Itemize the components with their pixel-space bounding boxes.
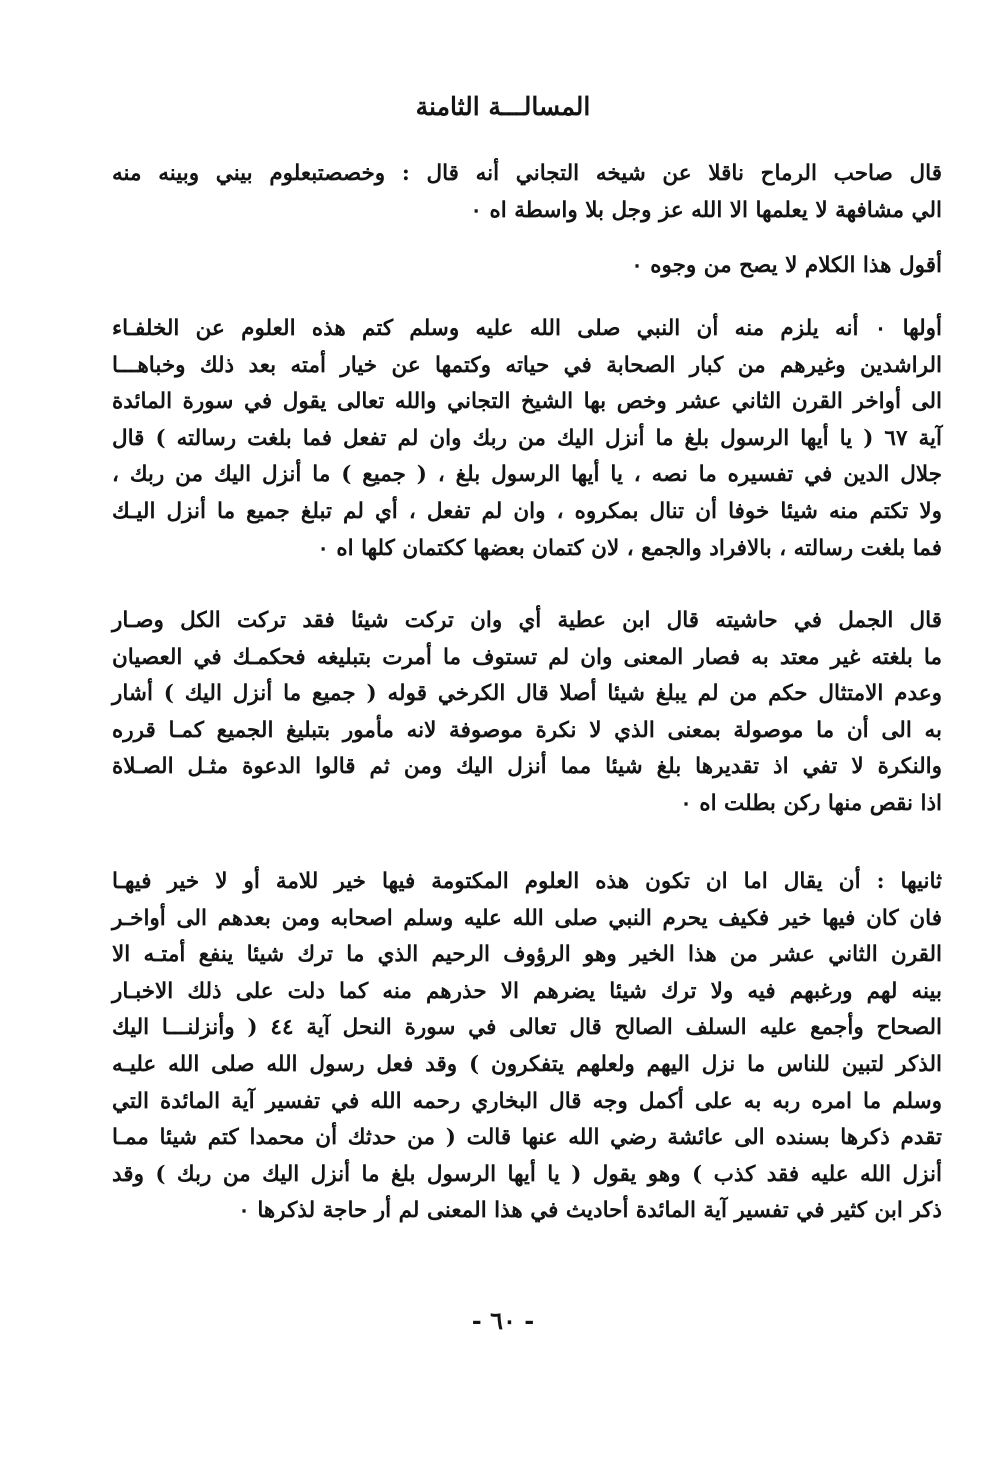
text-line: وسلم ما امره ربه به على أكمل وجه قال البخاري رحمه الله في تفسير آية المائدة التي [112,1088,942,1114]
text-line: به الى أن ما موصولة بمعنى الذي لا نكرة موصوفة لانه مأمور بتبليغ الجميع كمـا قرره [112,717,942,743]
text-line: ولا تكتم منه شيئا خوفا أن تنال بمكروه ، وان لم تفعل ، أي لم تبلغ جميع ما أنزل اليـك [112,498,942,524]
text-line: جلال الدين في تفسيره ما نصه ، يا أيها الرسول بلغ ، ( جميع ) ما أنزل اليك من ربك ، [112,462,942,488]
paragraph-statement [112,248,942,285]
text-line: الي مشافهة لا يعلمها الا الله عز وجل بلا واسطة اه ٠ [470,197,942,223]
text-line: آية ٦٧ ( يا أيها الرسول بلغ ما أنزل اليك من ربك وان لم تفعل فما بلغت رسالته ) قال [112,425,942,451]
page-number: - ٦٠ - [471,1306,535,1335]
text-line: ما بلغته غير معتد به فصار المعنى وان لم تستوف ما أمرت بتبليغه فحكمـك في العصيان [112,644,942,670]
text-line: اذا نقص منها ركن بطلت اه ٠ [680,790,942,816]
text-line: وعدم الامتثال حكم من لم يبلغ شيئا أصلا قال الكرخي قوله ( جميع ما أنزل اليك ) أشار [112,681,942,707]
text-line: الذكر لتبين للناس ما نزل اليهم ولعلهم يتفكرون ) وقد فعل رسول الله صلى الله عليـه [112,1051,942,1077]
paragraph-second-point [112,864,942,1230]
text-line: الى أواخر القرن الثاني عشر وخص بها الشيخ التجاني والله تعالى يقول في سورة المائدة [112,389,942,415]
paragraph-first-point [112,311,942,567]
text-line: والنكرة لا تفي اذ تقديرها بلغ شيئا مما أنزل اليك ومن ثم قالوا الدعوة مثـل الصـلاة [112,754,942,780]
text-line: الصحاح وأجمع عليه السلف الصالح قال تعالى في سورة النحل آية ٤٤ ( وأنزلنـــا اليك [112,1015,942,1041]
page-title: المسالـــة الثامنة [415,92,591,121]
text-line: قال صاحب الرماح ناقلا عن شيخه التجاني أنه قال : وخصصتبعلوم بيني وبينه منه [112,161,942,186]
text-line: أقول هذا الكلام لا يصح من وجوه ٠ [631,253,942,278]
text-line: فان كان فيها خير فكيف يحرم النبي صلى الله عليه وسلم اصحابه ومن بعدهم الى أواخـر [112,905,942,931]
text-line: القرن الثاني عشر من هذا الخير وهو الرؤوف الرحيم الذي ما ترك شيئا ينفع أمتـه الا [112,942,942,968]
text-line: تقدم ذكرها بسنده الى عائشة رضي الله عنها قالت ( من حدثك أن محمدا كتم شيئا ممـا [112,1125,942,1151]
text-line: الراشدين وغيرهم من كبار الصحابة في حياته وكتمها عن خيار أمته بعد ذلك وخباهـــا [112,352,942,378]
text-line: ثانيها : أن يقال اما ان تكون هذه العلوم المكتومة فيها خير للامة أو لا خير فيهـا [112,869,942,894]
text-line: فما بلغت رسالته ، بالافراد والجمع ، لان كتمان بعضها ككتمان كلها اه ٠ [317,535,942,561]
text-line: أولها ٠ أنه يلزم منه أن النبي صلى الله عليه وسلم كتم هذه العلوم عن الخلفـاء [112,316,942,341]
paragraph-intro [112,156,942,229]
paragraph-commentary [112,603,942,823]
text-line: ذكر ابن كثير في تفسير آية المائدة أحاديث في هذا المعنى لم أر حاجة لذكرها ٠ [238,1198,942,1224]
text-line: قال الجمل في حاشيته قال ابن عطية أي وان تركت شيئا فقد تركت الكل وصـار [112,608,942,633]
text-line: بينه لهم ورغبهم فيه ولا ترك شيئا يضرهم الا حذرهم منه كما دلت على ذلك الاخبـار [112,978,942,1004]
text-line: أنزل الله عليه فقد كذب ) وهو يقول ( يا أيها الرسول بلغ ما أنزل اليك من ربك ) وقد [112,1161,942,1187]
